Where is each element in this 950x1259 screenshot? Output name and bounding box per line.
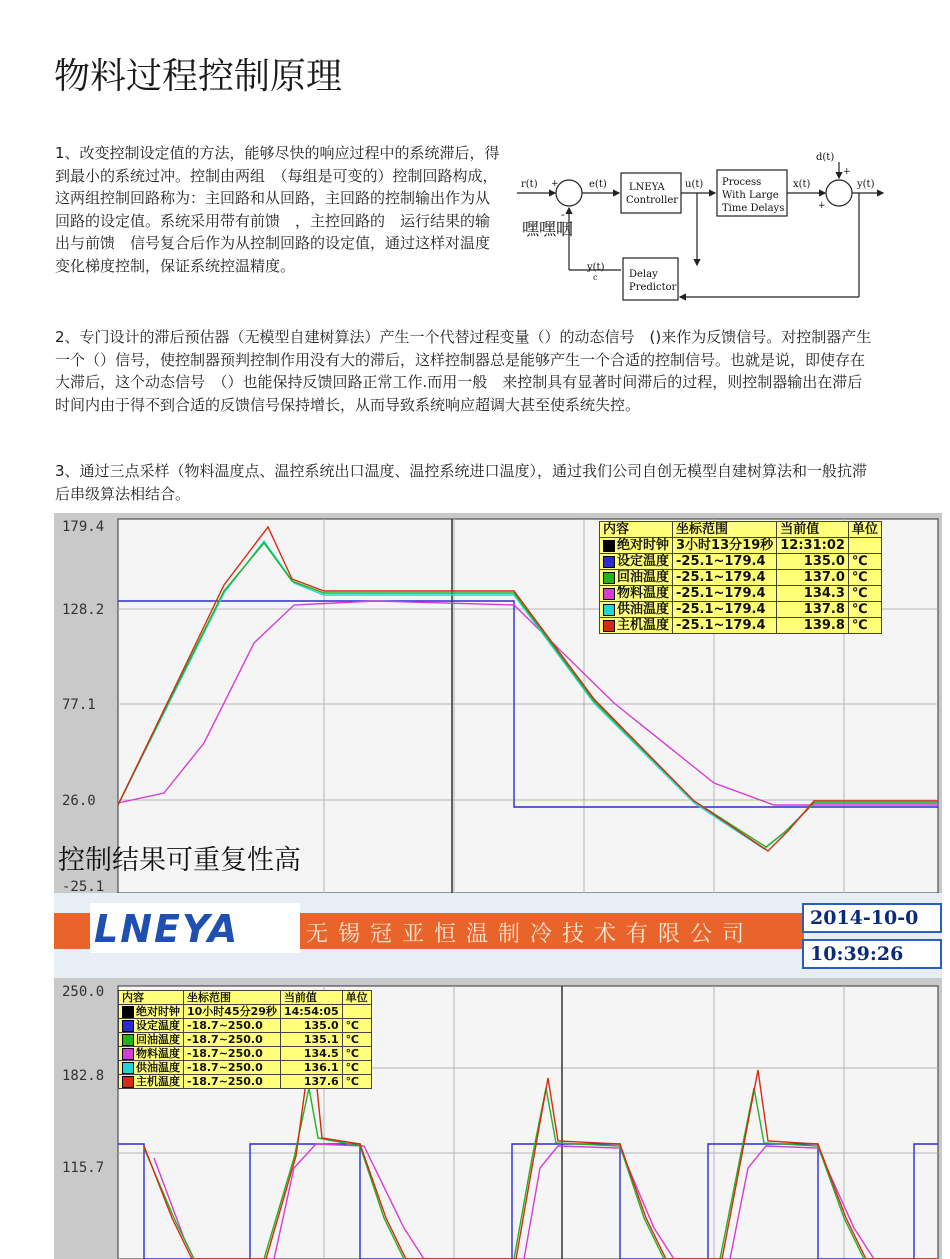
trend-1-ytick: 26.0 <box>62 793 96 809</box>
legend-cell-name <box>600 554 673 570</box>
controller-label-1: LNEYA <box>629 182 665 193</box>
legend-cell-unit: ℃ <box>848 586 881 602</box>
legend-cell-name <box>119 1019 184 1033</box>
legend-row <box>119 1019 372 1033</box>
controller-label-2: Controller <box>626 195 679 206</box>
time-display: 10:39:26 <box>802 939 942 969</box>
legend-cell-range: -25.1~179.4 <box>673 602 777 618</box>
legend-header: 当前值 <box>280 991 342 1005</box>
legend-cell-unit: ℃ <box>342 1019 371 1033</box>
predictor-label-1: Delay <box>629 269 658 280</box>
legend-swatch <box>122 1062 134 1074</box>
legend-cell-value: 136.1 <box>280 1061 342 1075</box>
legend-cell-range: -25.1~179.4 <box>673 618 777 634</box>
legend-series-name: 供油温度 <box>136 1061 180 1074</box>
legend-series-name: 设定温度 <box>136 1019 180 1032</box>
date-display: 2014-10-0 <box>802 903 942 933</box>
sum2-plus-left: + <box>818 201 826 211</box>
legend-cell-range: -18.7~250.0 <box>184 1047 281 1061</box>
legend-swatch <box>603 604 615 616</box>
label-y: y(t) <box>857 179 875 190</box>
legend-row <box>600 602 882 618</box>
trend-chart-1 <box>54 513 942 893</box>
legend-cell-value: 135.1 <box>280 1033 342 1047</box>
process-label-1: Process <box>722 177 762 188</box>
legend-cell-name <box>600 538 673 554</box>
legend-cell-range: -18.7~250.0 <box>184 1075 281 1089</box>
legend-row <box>600 570 882 586</box>
legend-series-name: 设定温度 <box>617 554 670 569</box>
legend-series-name: 绝对时钟 <box>136 1005 180 1018</box>
legend-header: 内容 <box>600 522 673 538</box>
legend-cell-unit <box>342 1005 371 1019</box>
legend-swatch <box>603 556 615 568</box>
legend-cell-unit: ℃ <box>848 570 881 586</box>
label-d: d(t) <box>816 152 835 163</box>
legend-row <box>600 586 882 602</box>
legend-header: 单位 <box>342 991 371 1005</box>
legend-series-name: 物料温度 <box>136 1047 180 1060</box>
paragraph-1: 1、改变控制设定值的方法，能够尽快的响应过程中的系统滞后，得到最小的系统过冲。控制由两组 （每组是可变的）控制回路构成，这两组控制回路称为：主回路和从回路，主回路的控制输出作为从回路的设定值。系统采用带有前馈 ，主控回路的 运行结果的输出与前馈 信号复合后作为从控制回路的设定值，通过这样对温度变化梯度控制，保证系统控温精度。 <box>55 144 500 275</box>
legend-swatch <box>603 620 615 632</box>
trend-2-ytick: 115.7 <box>62 1160 105 1176</box>
label-x: x(t) <box>793 179 811 190</box>
legend-cell-range: 3小时13分19秒 <box>673 538 777 554</box>
legend-header-row <box>119 991 372 1005</box>
legend-row <box>119 1005 372 1019</box>
legend-series-name: 物料温度 <box>617 586 670 601</box>
legend-row <box>119 1075 372 1089</box>
legend-cell-unit: ℃ <box>342 1075 371 1089</box>
legend-cell-unit <box>848 538 881 554</box>
sum1-plus: + <box>551 179 559 189</box>
legend-cell-unit: ℃ <box>848 618 881 634</box>
legend-header: 单位 <box>848 522 881 538</box>
legend-cell-range: -18.7~250.0 <box>184 1019 281 1033</box>
legend-cell-value: 137.6 <box>280 1075 342 1089</box>
legend-cell-name <box>600 586 673 602</box>
label-yc: y(t) <box>587 262 605 273</box>
legend-series-name: 主机温度 <box>136 1075 180 1088</box>
legend-cell-name <box>119 1047 184 1061</box>
trend-2-ytick: 182.8 <box>62 1068 105 1084</box>
legend-swatch <box>603 588 615 600</box>
legend-header: 坐标范围 <box>184 991 281 1005</box>
legend-row <box>600 618 882 634</box>
app-banner <box>54 893 942 978</box>
trend-1-ytick: 77.1 <box>62 697 96 713</box>
label-yc-sub: c <box>593 273 598 282</box>
legend-cell-unit: ℃ <box>848 554 881 570</box>
sum1-minus: - <box>561 208 565 221</box>
predictor-label-2: Predictor <box>629 282 677 293</box>
legend-cell-unit: ℃ <box>342 1047 371 1061</box>
legend-series-name: 回油温度 <box>136 1033 180 1046</box>
paragraph-2: 2、专门设计的滞后预估器（无模型自建树算法）产生一个代替过程变量（）的动态信号 ()来作为反馈信号。对控制器产生一个（）信号，使控制器预判控制作用没有大的滞后，这样控制器总是能够产生一个合适的控制信号。也就是说，即使存在大滞后，这个动态信号 （）也能保持反馈回路正常工作.而用一般 来控制具有显著时间滞后的过程，则控制器输出在滞后时间内由于得不到合适的反馈信号保持增长，从而导致系统响应超调大甚至使系统失控。 <box>55 328 872 414</box>
legend-cell-name <box>600 570 673 586</box>
legend-header: 坐标范围 <box>673 522 777 538</box>
label-r: r(t) <box>521 179 538 190</box>
legend-cell-name <box>119 1061 184 1075</box>
legend-cell-range: -18.7~250.0 <box>184 1061 281 1075</box>
legend-cell-range: -25.1~179.4 <box>673 586 777 602</box>
trend-1-legend <box>599 521 882 634</box>
legend-swatch <box>122 1006 134 1018</box>
legend-header: 内容 <box>119 991 184 1005</box>
legend-cell-unit: ℃ <box>342 1061 371 1075</box>
legend-cell-name <box>119 1075 184 1089</box>
legend-swatch <box>603 572 615 584</box>
legend-series-name: 回油温度 <box>617 570 670 585</box>
paragraph-3: 3、通过三点采样（物料温度点、温控系统出口温度、温控系统进口温度），通过我们公司自创无模型自建树算法和一般抗滞后串级算法相结合。 <box>55 462 868 503</box>
legend-cell-range: 10小时45分29秒 <box>184 1005 281 1019</box>
legend-cell-value: 137.0 <box>777 570 849 586</box>
legend-cell-range: -18.7~250.0 <box>184 1033 281 1047</box>
legend-cell-unit: ℃ <box>848 602 881 618</box>
chart-caption: 控制结果可重复性高 <box>58 845 301 876</box>
legend-cell-value: 135.0 <box>280 1019 342 1033</box>
trend-2-legend <box>118 990 372 1089</box>
legend-swatch <box>122 1076 134 1088</box>
legend-cell-name <box>119 1033 184 1047</box>
process-label-3: Time Delays <box>722 203 785 214</box>
legend-header-row <box>600 522 882 538</box>
legend-series-name: 主机温度 <box>617 618 670 633</box>
legend-cell-value: 12:31:02 <box>777 538 849 554</box>
legend-cell-range: -25.1~179.4 <box>673 554 777 570</box>
legend-cell-value: 137.8 <box>777 602 849 618</box>
legend-cell-name <box>119 1005 184 1019</box>
overlay-text: 嘿嘿咽 <box>522 220 573 240</box>
legend-cell-value: 135.0 <box>777 554 849 570</box>
legend-row <box>119 1033 372 1047</box>
label-u: u(t) <box>685 179 704 190</box>
legend-cell-range: -25.1~179.4 <box>673 570 777 586</box>
legend-row <box>600 538 882 554</box>
legend-series-name: 供油温度 <box>617 602 670 617</box>
sum2-plus-top: + <box>843 167 851 177</box>
legend-cell-name <box>600 618 673 634</box>
legend-cell-value: 139.8 <box>777 618 849 634</box>
legend-series-name: 绝对时钟 <box>617 538 670 553</box>
trend-chart-2 <box>54 978 942 1259</box>
company-logo: LNEYA <box>94 907 240 951</box>
page-title: 物料过程控制原理 <box>54 56 343 97</box>
legend-header: 当前值 <box>777 522 849 538</box>
company-name: 无锡冠亚恒温制冷技术有限公司 <box>306 922 755 947</box>
legend-cell-unit: ℃ <box>342 1033 371 1047</box>
label-e: e(t) <box>589 179 607 190</box>
legend-row <box>119 1047 372 1061</box>
trend-1-ytick: -25.1 <box>62 879 105 893</box>
legend-cell-value: 134.5 <box>280 1047 342 1061</box>
control-block-diagram <box>513 140 893 310</box>
trend-1-ytick: 128.2 <box>62 602 105 618</box>
process-label-2: With Large <box>722 190 779 201</box>
legend-swatch <box>122 1034 134 1046</box>
legend-cell-name <box>600 602 673 618</box>
legend-cell-value: 134.3 <box>777 586 849 602</box>
legend-swatch <box>603 540 615 552</box>
legend-row <box>119 1061 372 1075</box>
legend-row <box>600 554 882 570</box>
trend-2-ytick: 250.0 <box>62 984 105 1000</box>
legend-swatch <box>122 1020 134 1032</box>
legend-swatch <box>122 1048 134 1060</box>
trend-1-ytick: 179.4 <box>62 519 105 535</box>
legend-cell-value: 14:54:05 <box>280 1005 342 1019</box>
